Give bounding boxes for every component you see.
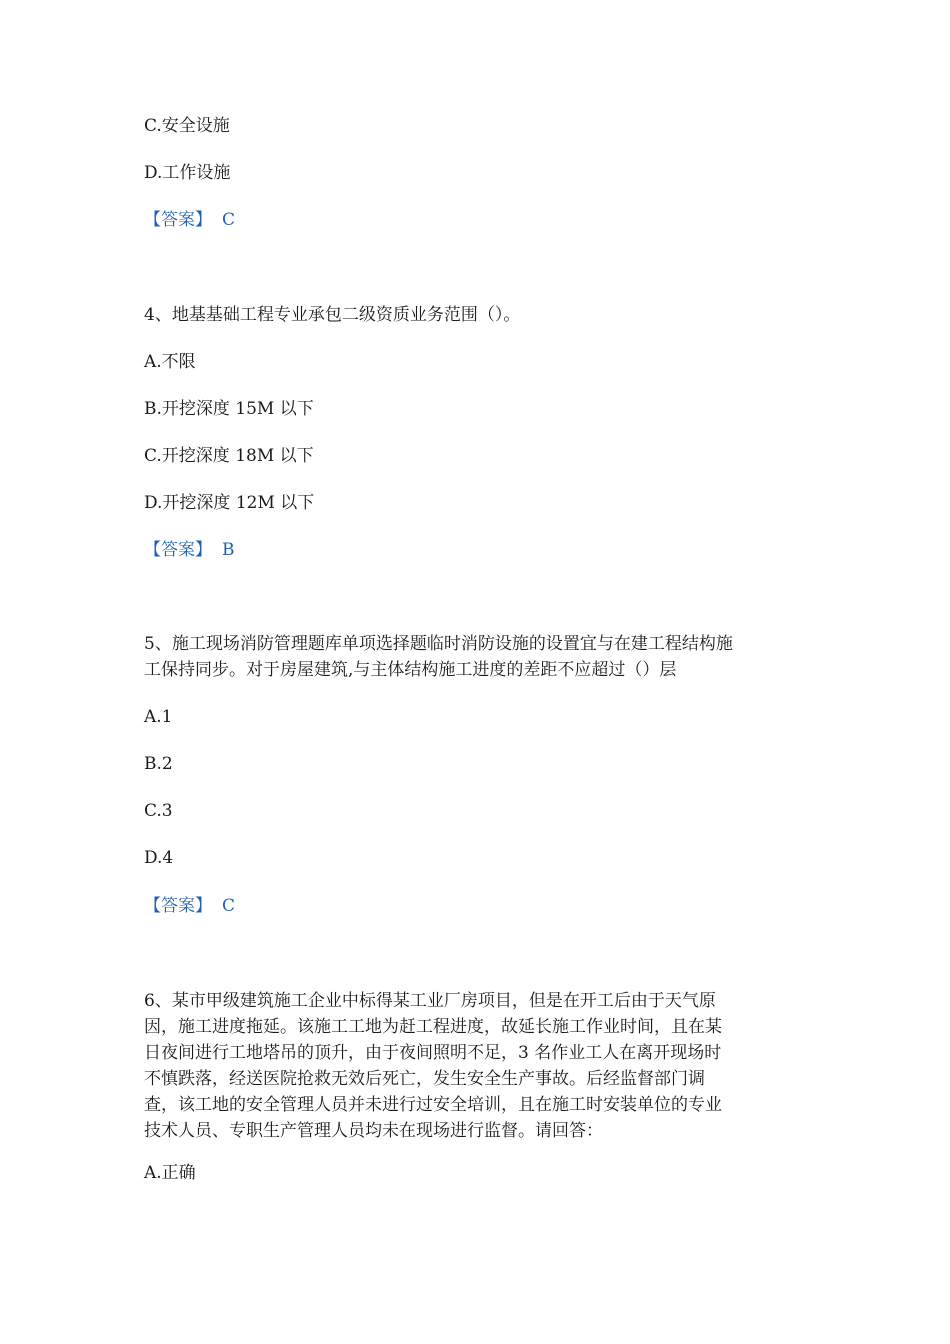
q6-stem-line-5: 查，该工地的安全管理人员并未进行过安全培训，且在施工时安装单位的专业 bbox=[144, 1095, 722, 1115]
q3-answer bbox=[144, 207, 235, 233]
q5-option-b: B.2 bbox=[144, 754, 173, 774]
q3-option-c: C.安全设施 bbox=[144, 116, 230, 136]
q6-stem-line-6: 技术人员、专职生产管理人员均未在现场进行监督。请回答： bbox=[144, 1121, 603, 1141]
q6-stem-line-3: 日夜间进行工地塔吊的顶升，由于夜间照明不足，3 名作业工人在离开现场时 bbox=[144, 1043, 722, 1063]
q4-stem: 4、地基基础工程专业承包二级资质业务范围（）。 bbox=[144, 305, 521, 325]
q3-option-d: D.工作设施 bbox=[144, 163, 231, 183]
q4-answer bbox=[144, 537, 235, 563]
q5-stem-line-2: 工保持同步。对于房屋建筑,与主体结构施工进度的差距不应超过（）层 bbox=[144, 660, 677, 680]
q6-option-a: A.正确 bbox=[144, 1163, 196, 1183]
answer-value: C bbox=[222, 896, 236, 916]
q5-option-d: D.4 bbox=[144, 848, 174, 868]
q5-option-a: A.1 bbox=[144, 707, 173, 727]
q6-stem-line-1: 6、某市甲级建筑施工企业中标得某工业厂房项目，但是在开工后由于天气原 bbox=[144, 991, 716, 1011]
q4-option-c: C.开挖深度 18M 以下 bbox=[144, 446, 314, 466]
q5-answer bbox=[144, 893, 235, 919]
answer-value: B bbox=[222, 540, 235, 560]
q4-option-a: A.不限 bbox=[144, 352, 196, 372]
q6-stem-line-2: 因，施工进度拖延。该施工工地为赶工程进度，故延长施工作业时间，且在某 bbox=[144, 1017, 722, 1037]
answer-label: 【答案】 bbox=[144, 210, 212, 230]
q5-stem-line-1: 5、施工现场消防管理题库单项选择题临时消防设施的设置宜与在建工程结构施 bbox=[144, 634, 733, 654]
q4-option-b: B.开挖深度 15M 以下 bbox=[144, 399, 314, 419]
answer-label: 【答案】 bbox=[144, 896, 212, 916]
answer-label: 【答案】 bbox=[144, 540, 212, 560]
q6-stem-line-4: 不慎跌落，经送医院抢救无效后死亡，发生安全生产事故。后经监督部门调 bbox=[144, 1069, 705, 1089]
q4-option-d: D.开挖深度 12M 以下 bbox=[144, 493, 315, 513]
q5-option-c: C.3 bbox=[144, 801, 173, 821]
answer-value: C bbox=[222, 210, 236, 230]
